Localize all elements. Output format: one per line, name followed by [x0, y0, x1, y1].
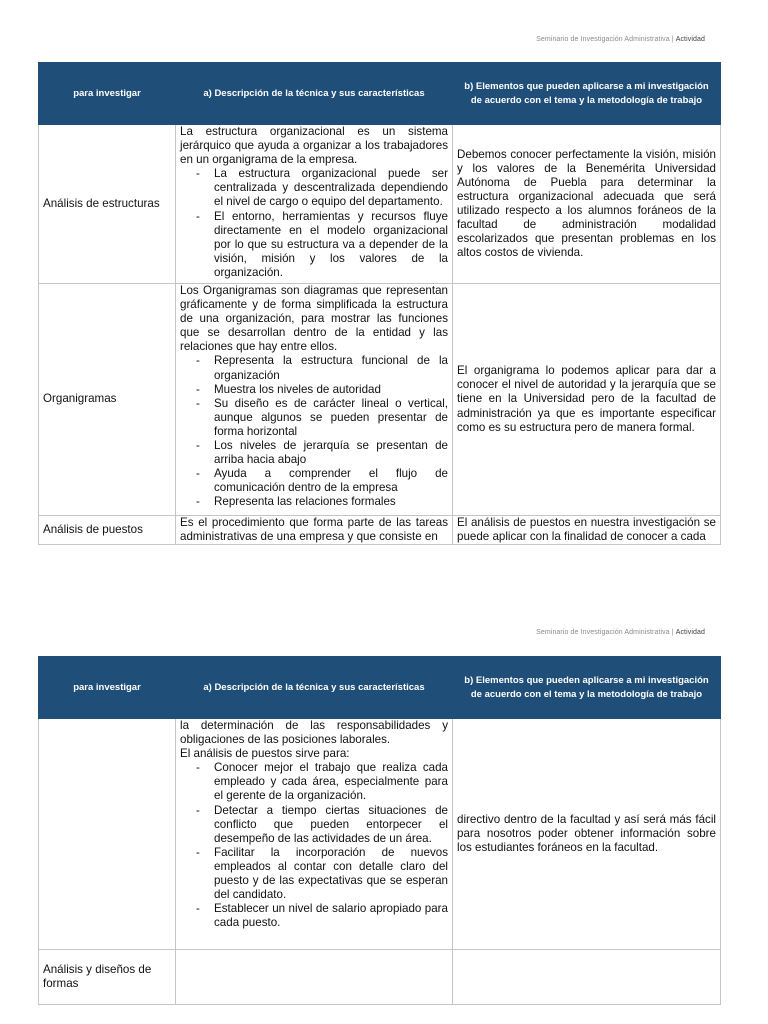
page-header — [536, 629, 705, 636]
header-col-technique: para investigar — [39, 657, 176, 719]
description-bullets — [180, 761, 448, 930]
header-col-application: b) Elementos que pueden aplicarse a mi investigación de acuerdo con el tema y la metodología de trabajo — [453, 63, 721, 125]
row-application-puestos-part1: El análisis de puestos en nuestra investigación se puede aplicar con la finalidad de conocer a cada — [453, 516, 721, 545]
header-section: Actividad — [675, 36, 705, 43]
list-item: - Su diseño es de carácter lineal o vertical, aunque algunos se pueden presentar de forma horizontal — [196, 397, 448, 439]
description-lead: El análisis de puestos sirve para: — [180, 747, 350, 761]
list-item: - Representa las relaciones formales — [196, 495, 448, 509]
header-separator: | — [671, 36, 674, 43]
header-section: Actividad — [675, 629, 705, 636]
row-description-puestos-part1: Es el procedimiento que forma parte de las tareas administrativas de una empresa y que consiste en — [176, 516, 453, 545]
list-item: - Los niveles de jerarquía se presentan de arriba hacia abajo — [196, 439, 448, 467]
row-name-organigramas: Organigramas — [39, 284, 176, 516]
header-title: Seminario de Investigación Administrativa — [536, 629, 670, 636]
list-item: - Ayuda a comprender el flujo de comunicación dentro de la empresa — [196, 467, 448, 495]
list-item: - Facilitar la incorporación de nuevos empleados al contar con detalle claro del puesto y de las expectativas que se esperan del candidato. — [196, 846, 448, 902]
row-application-puestos-part2: directivo dentro de la facultad y así será más fácil para nosotros poder obtener información sobre los estudiantes foráneos en la facultad. — [453, 719, 721, 950]
table-row — [39, 950, 721, 1005]
row-description-organigramas — [176, 284, 453, 516]
row-description-estructuras — [176, 125, 453, 284]
list-item: - Representa la estructura funcional de la organización — [196, 354, 448, 382]
table-row — [39, 284, 721, 516]
description-bullets — [180, 354, 448, 509]
table-header-row — [39, 657, 721, 719]
row-application-formas — [453, 950, 721, 1005]
list-item: - Detectar a tiempo ciertas situaciones de conflicto que pueden entorpecer el desempeño de las actividades de un área. — [196, 804, 448, 846]
header-col-description: a) Descripción de la técnica y sus características — [176, 657, 453, 719]
header-col-description: a) Descripción de la técnica y sus características — [176, 63, 453, 125]
header-separator: | — [671, 629, 674, 636]
description-continued: la determinación de las responsabilidades y obligaciones de las posiciones laborales. — [180, 719, 448, 747]
header-col-application: b) Elementos que pueden aplicarse a mi investigación de acuerdo con el tema y la metodología de trabajo — [453, 657, 721, 719]
table-row — [39, 719, 721, 950]
list-item: - Muestra los niveles de autoridad — [196, 383, 448, 397]
table-header-row — [39, 63, 721, 125]
row-name-puestos: Análisis de puestos — [39, 516, 176, 545]
list-item: - El entorno, herramientas y recursos fluye directamente en el modelo organizacional por lo que su estructura va a depender de la visión, misión y los valores de la organización. — [196, 210, 448, 280]
description-intro: La estructura organizacional es un sistema jerárquico que ayuda a organizar a los trabajadores en un organigrama de la empresa. — [180, 125, 448, 167]
description-intro: Los Organigramas son diagramas que representan gráficamente y de forma simplificada la estructura de una organización, para mostrar las funciones que se desarrollan dentro de la entidad y las relaciones que hay entre ellos. — [180, 284, 448, 354]
row-name-continued — [39, 719, 176, 950]
row-name-estructuras: Análisis de estructuras — [39, 125, 176, 284]
list-item: - Establecer un nivel de salario apropiado para cada puesto. — [196, 902, 448, 930]
header-title: Seminario de Investigación Administrativa — [536, 36, 670, 43]
row-application-organigramas: El organigrama lo podemos aplicar para dar a conocer el nivel de autoridad y la jerarquía que se tiene en la Universidad pero de la facultad de administración ya que es importante especificar como es su estructura pero de manera formal. — [453, 284, 721, 516]
techniques-table-page-2 — [38, 656, 721, 1005]
page-header — [536, 36, 705, 43]
table-row — [39, 125, 721, 284]
row-description-formas — [176, 950, 453, 1005]
row-application-estructuras: Debemos conocer perfectamente la visión, misión y los valores de la Benemérita Universidad Autónoma de Puebla para determinar la estructura organizacional adecuada que será utilizado respecto a los alumnos foráneos de la facultad de administración modalidad escolarizados que presentan problemas en los altos costos de vivienda. — [453, 125, 721, 284]
header-col-technique: para investigar — [39, 63, 176, 125]
row-name-formas: Análisis y diseños de formas — [39, 950, 176, 1005]
techniques-table-page-1 — [38, 62, 721, 545]
row-description-puestos-part2 — [176, 719, 453, 950]
description-bullets — [180, 167, 448, 280]
list-item: - Conocer mejor el trabajo que realiza cada empleado y cada área, especialmente para el gerente de la organización. — [196, 761, 448, 803]
list-item: - La estructura organizacional puede ser centralizada y descentralizada dependiendo el nivel de cargo o equipo del departamento. — [196, 167, 448, 209]
table-row — [39, 516, 721, 545]
